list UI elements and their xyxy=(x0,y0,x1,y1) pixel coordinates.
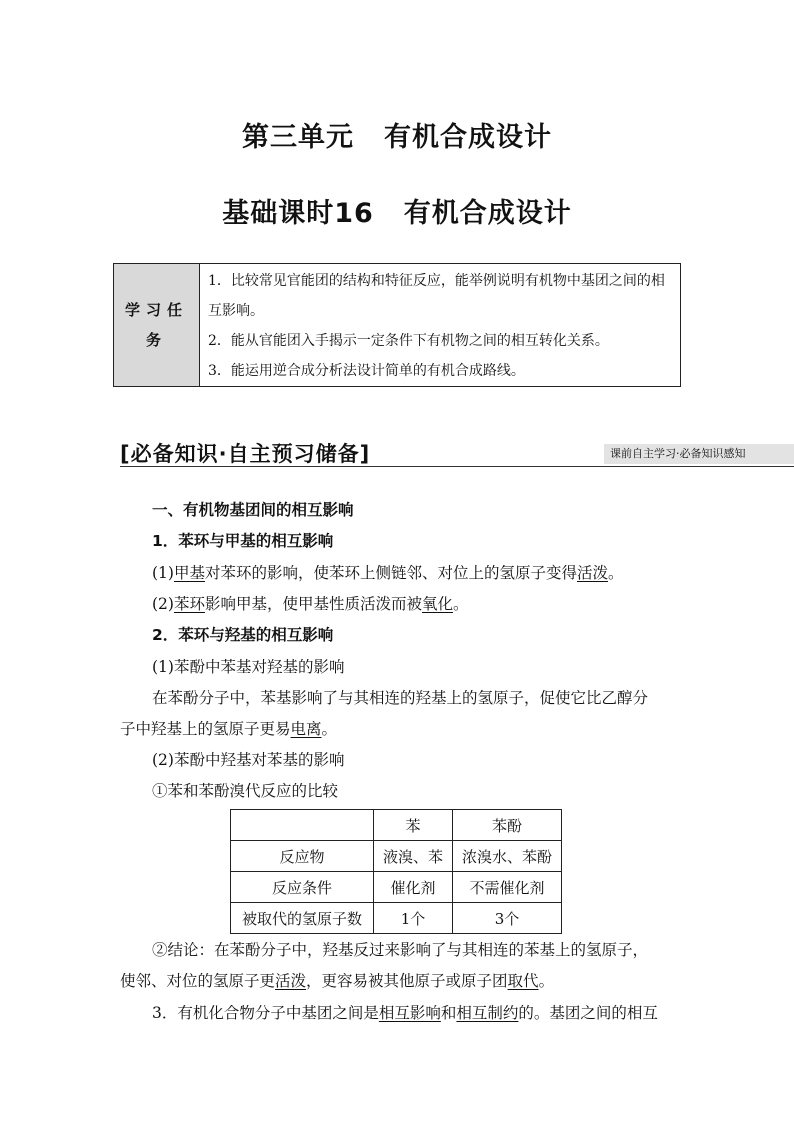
text: ，更容易被其他原子或原子团 xyxy=(306,972,508,990)
table-cell: 不需催化剂 xyxy=(453,872,562,903)
text: 和 xyxy=(440,1004,457,1022)
heading-1-1: 1．苯环与甲基的相互影响 xyxy=(152,532,334,550)
answer-blank: 活泼 xyxy=(275,972,307,990)
learning-tasks-box xyxy=(113,263,681,387)
learning-task-item: 1．比较常见官能团的结构和特征反应，能举例说明有机物中基团之间的相互影响。 xyxy=(208,273,665,319)
table-cell: 液溴、苯 xyxy=(374,841,453,872)
section-header: [必备知识·自主预习储备] xyxy=(120,442,371,466)
table-cell: 被取代的氢原子数 xyxy=(231,903,374,934)
learning-task-item: 3．能运用逆合成分析法设计简单的有机合成路线。 xyxy=(208,363,525,379)
text: 3．有机化合物分子中基团之间是 xyxy=(152,1004,379,1022)
lesson-title xyxy=(0,191,794,230)
learning-task-item: 2．能从官能团入手揭示一定条件下有机物之间的相互转化关系。 xyxy=(208,333,609,349)
answer-blank: 取代 xyxy=(507,972,539,990)
answer-blank: 苯环 xyxy=(173,595,205,613)
text: 。 xyxy=(321,720,338,738)
table-header-row xyxy=(231,810,562,841)
text: 影响甲基，使甲基性质活泼而被 xyxy=(204,595,422,613)
answer-blank: 相互影响 xyxy=(378,1004,441,1022)
paragraph xyxy=(152,563,624,583)
table-cell: 催化剂 xyxy=(374,872,453,903)
answer-blank: 氧化 xyxy=(422,595,454,613)
paragraph: ②结论：在苯酚分子中，羟基反过来影响了与其相连的苯基上的氢原子， xyxy=(152,941,649,959)
text: 使邻、对位的氢原子更 xyxy=(120,972,276,990)
paragraph xyxy=(152,1003,658,1023)
heading-1-2: 2．苯环与羟基的相互影响 xyxy=(152,626,334,644)
unit-title-number: 第三单元 xyxy=(242,122,354,153)
unit-title xyxy=(0,115,794,154)
section-divider xyxy=(120,466,794,467)
text: 的。基团之间的相互 xyxy=(518,1004,658,1022)
paragraph xyxy=(152,594,469,614)
learning-tasks-label: 学习任务 xyxy=(114,264,200,386)
unit-title-text: 有机合成设计 xyxy=(384,122,552,153)
table-cell: 反应物 xyxy=(231,841,374,872)
text: (1) xyxy=(152,564,174,582)
learning-tasks-list xyxy=(200,264,680,386)
paragraph: (1)苯酚中苯基对羟基的影响 xyxy=(152,658,345,676)
paragraph: (2)苯酚中羟基对苯基的影响 xyxy=(152,751,345,769)
heading-1: 一、有机物基团间的相互影响 xyxy=(152,501,354,519)
table-cell: 1个 xyxy=(374,903,453,934)
table-row xyxy=(231,903,562,934)
paragraph: ①苯和苯酚溴代反应的比较 xyxy=(152,782,339,800)
answer-blank: 甲基 xyxy=(173,564,205,582)
table-cell: 反应条件 xyxy=(231,872,374,903)
answer-blank: 活泼 xyxy=(577,564,609,582)
answer-blank: 电离 xyxy=(290,720,322,738)
table-cell xyxy=(231,810,374,841)
paragraph: 在苯酚分子中，苯基影响了与其相连的羟基上的氢原子，促使它比乙醇分 xyxy=(152,689,649,707)
paragraph xyxy=(120,971,554,991)
table-cell: 3个 xyxy=(453,903,562,934)
text: 。 xyxy=(453,595,469,613)
section-tag: 课前自主学习·必备知识感知 xyxy=(604,444,794,464)
text: (2) xyxy=(152,595,174,613)
lesson-title-number: 基础课时16 xyxy=(222,198,374,229)
answer-blank: 相互制约 xyxy=(456,1004,519,1022)
table-cell: 浓溴水、苯酚 xyxy=(453,841,562,872)
table-row xyxy=(231,872,562,903)
text: 子中羟基上的氢原子更易 xyxy=(120,720,291,738)
text: 对苯环的影响，使苯环上侧链邻、对位上的氢原子变得 xyxy=(204,564,577,582)
lesson-title-text: 有机合成设计 xyxy=(403,198,572,229)
text: 。 xyxy=(608,564,624,582)
table-cell: 苯酚 xyxy=(453,810,562,841)
text: 。 xyxy=(538,972,555,990)
comparison-table xyxy=(230,809,562,934)
table-row xyxy=(231,841,562,872)
table-cell: 苯 xyxy=(374,810,453,841)
paragraph xyxy=(120,719,337,739)
